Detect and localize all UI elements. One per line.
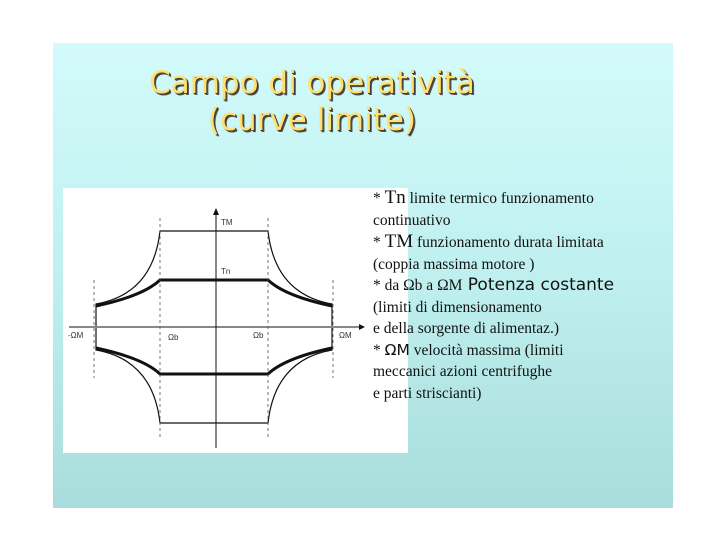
bullet-star: * — [373, 190, 385, 207]
omega-m-symbol: ΩM — [437, 277, 463, 294]
title-line-2: (curve limite) — [207, 102, 417, 138]
label-tn: Tn — [221, 267, 231, 276]
title-line-1: Campo di operatività — [149, 65, 475, 101]
desc-line-5 — [373, 275, 673, 297]
desc-line-9: meccanici azioni centrifughe — [373, 363, 553, 380]
desc-line-6: (limiti di dimensionamento — [373, 298, 542, 316]
label-neg-omega-m: -ΩM — [68, 331, 84, 340]
range-mid: a — [422, 277, 438, 294]
tn-limit-curve-top — [96, 280, 332, 306]
tn-symbol: Tn — [384, 187, 406, 208]
tn-limit-curve-bottom — [96, 348, 332, 374]
constant-power-text: Potenza costante — [462, 275, 615, 295]
desc-line-2: continuativo — [373, 211, 451, 229]
desc-line-4: (coppia massima motore ) — [373, 255, 535, 273]
desc-line-7: e della sorgente di alimentaz.) — [373, 320, 560, 337]
desc-line-3 — [373, 231, 673, 254]
bullet-star: * — [373, 341, 385, 359]
desc-line-1 — [373, 187, 673, 210]
tm-symbol: TM — [384, 231, 414, 252]
label-pos-omega-b: Ωb — [253, 331, 264, 340]
tn-text: limite termico funzionamento — [405, 190, 594, 207]
bullet-star: * — [373, 234, 385, 251]
label-neg-omega-b: Ωb — [168, 333, 179, 342]
range-prefix: * da — [373, 277, 404, 294]
omega-b-symbol: Ωb — [403, 277, 423, 294]
desc-line-10: e parti striscianti) — [373, 384, 482, 402]
max-speed-text: velocità massima (limiti — [409, 341, 564, 359]
description-text — [373, 187, 673, 404]
operating-region-diagram — [63, 188, 408, 453]
diagram-svg — [63, 188, 408, 453]
vertical-axis-arrow — [213, 208, 219, 215]
slide — [53, 43, 673, 508]
label-pos-omega-m: ΩM — [339, 331, 352, 340]
slide-title — [53, 65, 571, 139]
tm-text: funzionamento durata limitata — [413, 234, 604, 251]
label-tm: TM — [221, 218, 233, 227]
desc-line-8 — [373, 340, 673, 362]
horizontal-axis-arrow — [359, 324, 365, 330]
omega-m-symbol: ΩM — [384, 340, 410, 359]
